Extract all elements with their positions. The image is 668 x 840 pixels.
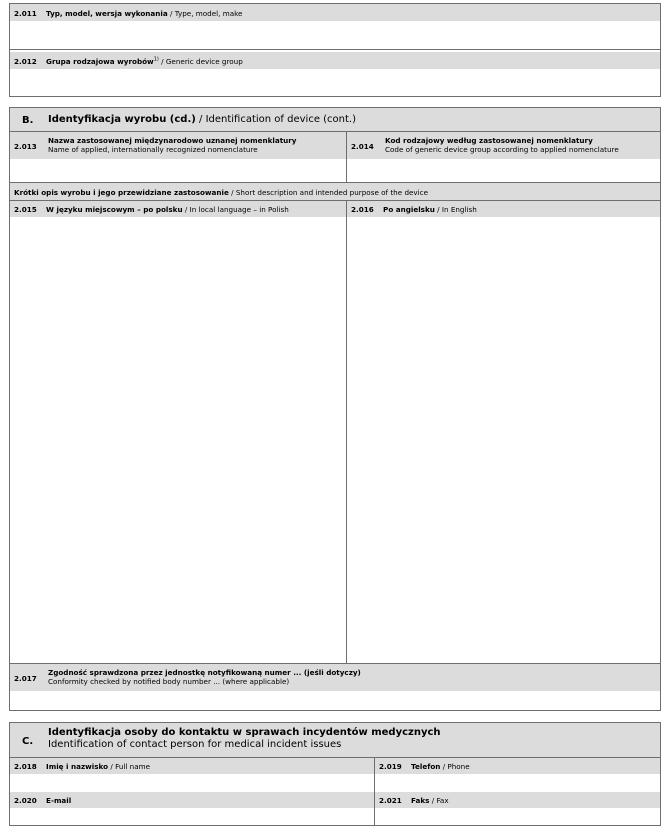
field-2012-label (14, 57, 243, 66)
field-2015-label-pl: W języku miejscowym – po polsku (46, 205, 183, 214)
section-c-letter: C. (22, 736, 34, 747)
short-description-label-en: / Short description and intended purpose of the device (231, 188, 429, 197)
field-2011-label-pl: Typ, model, wersja wykonania (46, 9, 168, 18)
field-2015-label-en: / In local language – in Polish (184, 205, 289, 214)
field-2015-label (14, 205, 289, 214)
field-2021-label-en: / Fax (431, 796, 449, 805)
field-2014-input[interactable] (347, 159, 660, 182)
field-2013-input[interactable] (10, 159, 346, 182)
footnote-marker: 1) (153, 56, 159, 63)
field-2011-label (14, 9, 242, 18)
section-b-letter: B. (22, 115, 34, 126)
short-description-label-pl: Krótki opis wyrobu i jego przewidziane zastosowanie (14, 188, 229, 197)
section-b (9, 107, 661, 711)
field-2021-label-pl: Faks (411, 796, 430, 805)
field-2019-input[interactable] (375, 774, 660, 791)
field-2019-number: 2.019 (379, 762, 402, 771)
field-2020-number: 2.020 (14, 796, 37, 805)
field-2012-label-pl: Grupa rodzajowa wyrobów (46, 57, 154, 66)
field-2013-label (48, 136, 296, 154)
field-2016-label-pl: Po angielsku (383, 205, 435, 214)
section-c-title (48, 727, 441, 751)
field-2014-label-en: Code of generic device group according to applied nomenclature (385, 145, 619, 154)
section-b-title (48, 114, 356, 125)
top-block (9, 3, 661, 97)
field-2016-label-en: / In English (437, 205, 477, 214)
field-2011-input[interactable] (10, 21, 660, 49)
field-2019-label-pl: Telefon (411, 762, 441, 771)
field-2020-label (14, 796, 71, 805)
field-2011-number: 2.011 (14, 9, 37, 18)
field-2021-input[interactable] (375, 808, 660, 825)
column-divider (346, 132, 347, 182)
short-description-label (14, 188, 428, 197)
section-c-title-pl: Identyfikacja osoby do kontaktu w sprawach incydentów medycznych (48, 727, 441, 738)
field-2019-label-en: / Phone (442, 762, 470, 771)
field-2018-number: 2.018 (14, 762, 37, 771)
field-2012-input[interactable] (10, 69, 660, 96)
field-2019-label (379, 762, 470, 771)
field-2018-input[interactable] (10, 774, 374, 791)
field-2013-number: 2.013 (14, 142, 37, 151)
field-2017-label-en: Conformity checked by notified body number ... (where applicable) (48, 677, 290, 686)
field-2013-label-en: Name of applied, internationally recognized nomenclature (48, 145, 258, 154)
field-2016-number: 2.016 (351, 205, 374, 214)
field-2020-input[interactable] (10, 808, 374, 825)
field-2012-number: 2.012 (14, 57, 37, 66)
field-2017-label (48, 668, 361, 686)
field-2018-label-en: / Full name (110, 762, 151, 771)
field-2016-input[interactable] (347, 217, 660, 663)
field-2018-label-pl: Imię i nazwisko (46, 762, 109, 771)
field-2020-label-pl: E-mail (46, 796, 72, 805)
section-b-title-pl: Identyfikacja wyrobu (cd.) (48, 114, 196, 125)
section-c (9, 722, 661, 826)
field-2017-label-pl: Zgodność sprawdzona przez jednostkę notyfikowaną numer ... (jeśli dotyczy) (48, 668, 361, 677)
section-b-title-en: / Identification of device (cont.) (199, 114, 357, 125)
field-2012-label-en: / Generic device group (161, 57, 243, 66)
field-2021-number: 2.021 (379, 796, 402, 805)
divider (10, 49, 660, 50)
field-2018-label (14, 762, 150, 771)
field-2017-input[interactable] (10, 691, 660, 710)
field-2014-label-pl: Kod rodzajowy według zastosowanej nomenklatury (385, 136, 593, 145)
field-2011-label-en: / Type, model, make (170, 9, 243, 18)
column-divider (346, 201, 347, 664)
field-2015-input[interactable] (10, 217, 346, 663)
section-c-title-en: Identification of contact person for medical incident issues (48, 739, 342, 750)
column-divider (374, 758, 375, 825)
field-2017-number: 2.017 (14, 674, 37, 683)
field-2016-label (351, 205, 477, 214)
field-2021-label (379, 796, 449, 805)
field-2014-number: 2.014 (351, 142, 374, 151)
field-2014-label (385, 136, 619, 154)
field-2013-label-pl: Nazwa zastosowanej międzynarodowo uznanej nomenklatury (48, 136, 297, 145)
field-2015-number: 2.015 (14, 205, 37, 214)
